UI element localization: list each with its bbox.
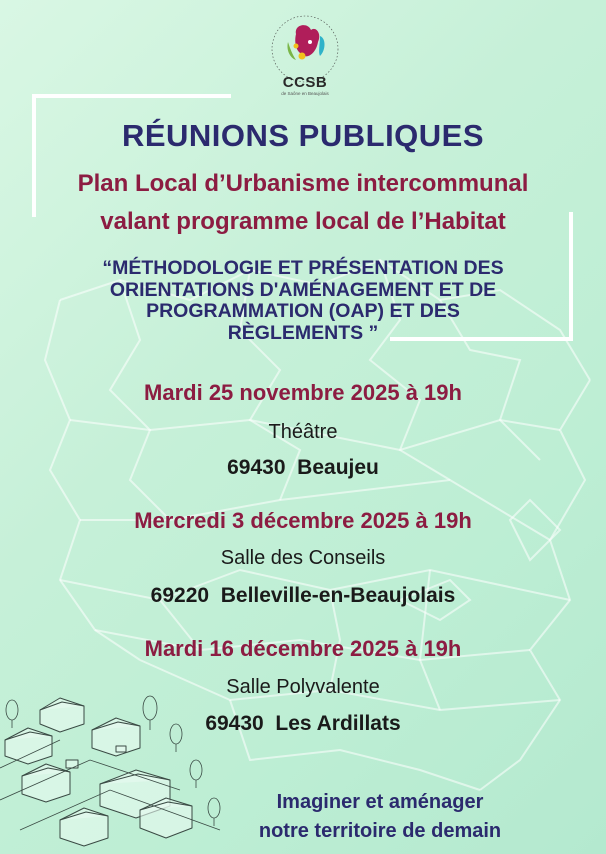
logo-subtitle: de Saône en Beaujolais xyxy=(281,91,329,96)
frame-corner-top-left-vertical xyxy=(32,94,36,217)
meeting-venue: Théâtre xyxy=(268,421,338,443)
meeting-theme xyxy=(30,258,576,344)
meeting-city: 69430 Les Ardillats xyxy=(205,712,401,735)
meeting-date: Mercredi 3 décembre 2025 à 19h xyxy=(134,508,472,533)
meeting-city: 69430 Beaujeu xyxy=(227,456,379,479)
meeting-date: Mardi 25 novembre 2025 à 19h xyxy=(144,380,462,405)
page-title: RÉUNIONS PUBLIQUES xyxy=(121,118,485,153)
theme-line-2: ORIENTATIONS D'AMÉNAGEMENT ET DE xyxy=(109,278,497,301)
plan-subtitle-line1: Plan Local d’Urbanisme intercommunal xyxy=(77,170,529,197)
frame-corner-top-left xyxy=(32,94,231,98)
theme-line-1: “MÉTHODOLOGIE ET PRÉSENTATION DES xyxy=(102,257,504,279)
meeting-venue: Salle Polyvalente xyxy=(226,676,380,698)
logo-name: CCSB xyxy=(282,74,328,91)
slogan-line1: Imaginer et aménager xyxy=(276,791,484,813)
slogan-line2: notre territoire de demain xyxy=(258,820,502,842)
theme-line-3: PROGRAMMATION (OAP) ET DES xyxy=(146,300,460,322)
houses-illustration xyxy=(0,680,230,854)
meeting-date: Mardi 16 décembre 2025 à 19h xyxy=(144,636,462,661)
theme-line-4: RÈGLEMENTS ” xyxy=(227,321,379,344)
plan-subtitle-line2: valant programme local de l’Habitat xyxy=(100,208,506,235)
meeting-venue: Salle des Conseils xyxy=(220,547,386,569)
meeting-city: 69220 Belleville-en-Beaujolais xyxy=(150,584,456,607)
